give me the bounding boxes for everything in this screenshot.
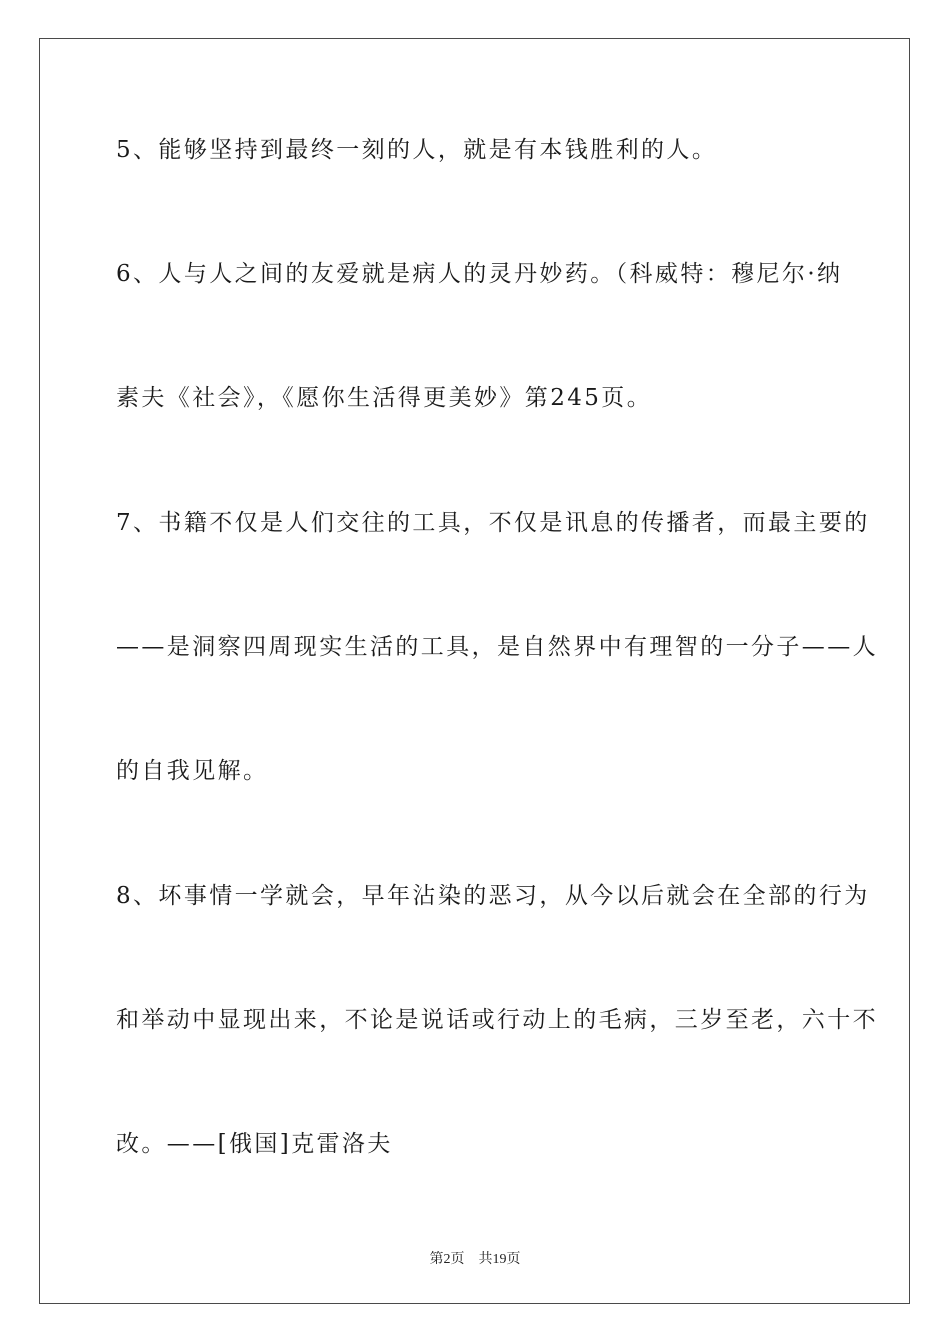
page-total: 共19页 <box>478 1252 521 1267</box>
text-line-quote-8-end: 改。——[俄国]克雷洛夫 <box>116 1131 393 1157</box>
text-line-quote-6: 6、人与人之间的友爱就是病人的灵丹妙药。（科威特：穆尼尔·纳 <box>116 261 843 287</box>
text-line-quote-6-cont: 素夫《社会》，《愿你生活得更美妙》第245页。 <box>116 385 653 411</box>
text-line-quote-7-end: 的自我见解。 <box>116 758 269 784</box>
text-line-quote-8: 8、坏事情一学就会，早年沾染的恶习，从今以后就会在全部的行为 <box>116 883 870 909</box>
text-line-quote-7-cont: ——是洞察四周现实生活的工具，是自然界中有理智的一分子——人 <box>116 634 878 660</box>
page-footer <box>0 1248 950 1268</box>
text-line-quote-8-cont: 和举动中显现出来，不论是说话或行动上的毛病，三岁至老，六十不 <box>116 1007 878 1033</box>
page-border <box>39 38 910 1304</box>
text-line-quote-7: 7、书籍不仅是人们交往的工具，不仅是讯息的传播者，而最主要的 <box>116 510 870 536</box>
page-number: 第2页 <box>429 1252 465 1267</box>
text-line-quote-5: 5、能够坚持到最终一刻的人，就是有本钱胜利的人。 <box>116 137 718 163</box>
